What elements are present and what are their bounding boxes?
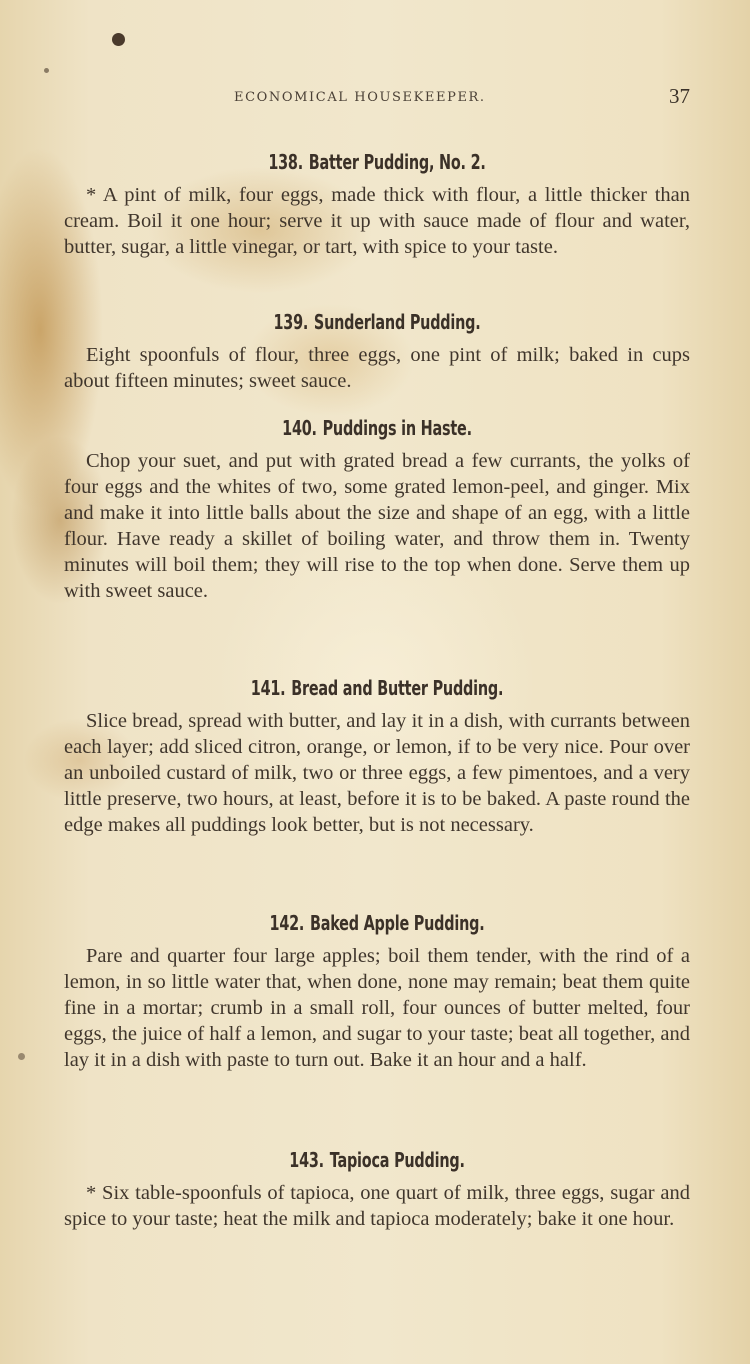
recipe-141 xyxy=(64,676,690,838)
recipe-heading xyxy=(152,676,603,700)
running-title: ECONOMICAL HOUSEKEEPER. xyxy=(234,90,486,105)
recipe-heading xyxy=(152,911,603,935)
recipe-number: 139. xyxy=(273,310,309,334)
recipe-text: Slice bread, spread with butter, and lay it in a dish, with currants between each layer; add sliced citron, orange, or lemon, if to be very nice. Pour over an unboiled custard of milk, two or three eggs, a few pimentoes, and a very little preserve, two hours, at least, before it is to be baked. A paste round the edge makes all puddings look better, but is not necessary. xyxy=(64,710,690,836)
recipe-title: Sunderland Pudding. xyxy=(313,310,481,334)
recipe-139 xyxy=(64,310,690,394)
ink-spot xyxy=(112,33,125,46)
recipe-text: * Six table-spoonfuls of tapioca, one quart of milk, three eggs, sugar and spice to your taste; heat the milk and tapioca moderately; bake it one hour. xyxy=(64,1182,690,1230)
recipe-142 xyxy=(64,911,690,1073)
recipe-number: 143. xyxy=(289,1148,324,1172)
recipe-heading xyxy=(152,416,603,440)
recipe-text: Chop your suet, and put with grated bread a few currants, the yolks of four eggs and the whites of two, some grated lemon-peel, and ginger. Mix and make it into little balls about the size and shape of an egg, with a little flour. Have ready a skillet of boiling water, and throw them in. Twenty minutes will boil them; they will rise to the top when done. Serve them up with sweet sauce. xyxy=(64,450,690,602)
recipe-title: Bread and Butter Pudding. xyxy=(291,676,504,700)
recipe-text: Pare and quarter four large apples; boil them tender, with the rind of a lemon, in so little water that, when done, none may remain; beat them quite fine in a mortar; crumb in a small roll, four ounces of butter melted, four eggs, the juice of half a lemon, and sugar to your taste; beat all together, and lay it in a dish with paste to turn out. Bake it an hour and a half. xyxy=(64,945,690,1071)
recipe-number: 140. xyxy=(282,416,317,440)
recipe-143 xyxy=(64,1148,690,1232)
ink-spot xyxy=(18,1053,25,1060)
recipe-heading xyxy=(152,150,603,174)
recipe-138 xyxy=(64,150,690,260)
recipe-title: Tapioca Pudding. xyxy=(329,1148,465,1172)
recipe-text: Eight spoonfuls of flour, three eggs, one pint of milk; baked in cups about fifteen minutes; sweet sauce. xyxy=(64,344,690,392)
recipe-heading xyxy=(152,310,603,334)
recipe-number: 142. xyxy=(269,911,305,935)
recipe-number: 138. xyxy=(268,150,303,174)
recipe-title: Baked Apple Pudding. xyxy=(309,911,485,935)
recipe-title: Puddings in Haste. xyxy=(322,416,472,440)
ink-spot xyxy=(44,68,49,73)
recipe-title: Batter Pudding, No. 2. xyxy=(308,150,486,174)
page-number: 37 xyxy=(669,84,690,108)
page-header xyxy=(230,84,690,112)
recipe-number: 141. xyxy=(250,676,286,700)
recipe-140 xyxy=(64,416,690,604)
recipe-text: * A pint of milk, four eggs, made thick with flour, a little thicker than cream. Boil it one hour; serve it up with sauce made of flour and water, butter, sugar, a little vinegar, or tart, with spice to your taste. xyxy=(64,184,690,258)
recipe-heading xyxy=(152,1148,603,1172)
